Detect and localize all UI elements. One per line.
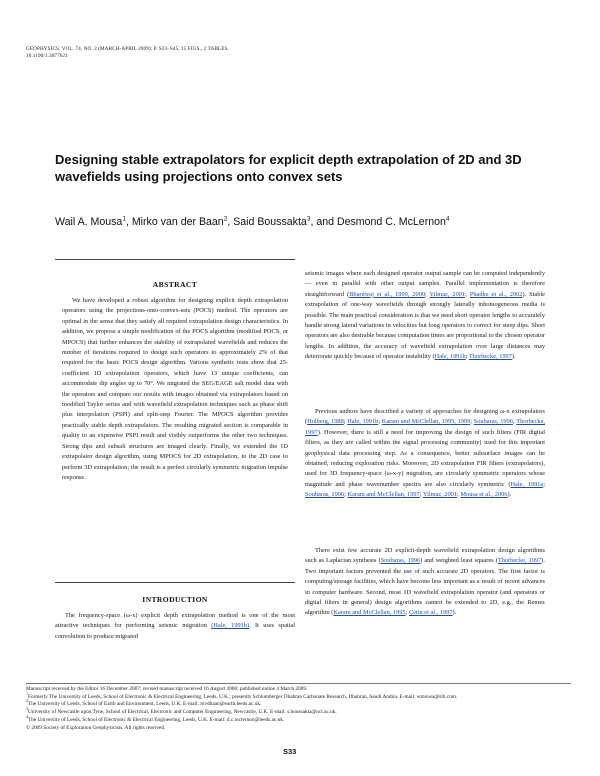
paper-title: Designing stable extrapolators for explicit depth extrapolation of 2D and 3D wavefields using projections onto convex sets — [55, 152, 522, 184]
citation-link[interactable]: Phadke et al., 2002 — [469, 290, 523, 298]
text-run: ; — [465, 353, 469, 361]
doi: 10.1190/1.3077621 — [26, 52, 68, 59]
right-column-paragraph-1 — [305, 269, 545, 363]
text-run: ; — [543, 480, 545, 488]
citation-link[interactable]: Çetin et al., 1997 — [408, 609, 453, 617]
citation-link[interactable]: Hale, 1991a — [510, 480, 544, 488]
footnote-rule — [26, 683, 571, 684]
text-run: ; — [470, 418, 474, 426]
author-separator: , — [125, 216, 132, 228]
citation-link[interactable]: Soubaras, 1996 — [473, 418, 513, 426]
author-name: Wail A. Mousa — [55, 216, 123, 228]
citation-link[interactable]: Thorbecke, 1997 — [305, 418, 545, 436]
affiliation-marker: 2 — [223, 215, 228, 223]
citation-link[interactable]: Holberg, 1988 — [307, 418, 344, 426]
author-separator: , — [227, 216, 234, 228]
citation-link[interactable]: Hale, 1991b — [347, 418, 379, 426]
text-run: ). However, there is still a need for improving the design of such filters (FIR digital filters, as they are called within the signal processing community) used for this important geophysical data processing step. As a consequence, better subsurface images can be obtained, reducing exploration risks. Moreover, 2D extrapolation FIR filters (extrapolators), used for 3D frequency-space (ω-x-y) migration, are circularly symmetric operators whose magnitude and phase wavenumber spectra are also circularly symmetric ( — [305, 428, 545, 488]
citation-link[interactable]: Soubaras, 1996 — [305, 491, 345, 499]
journal-citation: GEOPHYSICS, VOL. 74, NO. 2 (MARCH-APRIL 2009); P. S33–S45, 15 FIGS., 2 TABLES. — [26, 46, 229, 52]
abstract-bottom-rule — [55, 582, 295, 583]
footnote-text: The University of Leeds, School of Earth and Environment, Leeds, U.K. E-mail: mvdbaan@earth.leeds.ac.uk. — [28, 701, 262, 708]
footnote-marker: 2 — [26, 698, 28, 704]
affiliation-marker: 4 — [445, 215, 450, 223]
text-run: ). — [452, 609, 457, 617]
text-run: ; — [419, 491, 423, 499]
introduction-heading: INTRODUCTION — [142, 595, 208, 604]
citation-link[interactable]: (Hale, 1991b) — [211, 622, 250, 630]
citation-link[interactable]: Hale, 1991b — [434, 353, 466, 361]
author-name: Said Boussakta — [233, 216, 307, 228]
footnote-marker: 4 — [26, 714, 28, 720]
text-run: ). — [511, 353, 516, 361]
footnote-marker: 3 — [26, 706, 28, 712]
affiliation-marker: 3 — [306, 215, 311, 223]
text-run: ). Two important factors prevented the use of such accurate 2D operators. The first factor is computing/storage facilities, which have become less important as a result of recent advances in computer hardware. Second, most 1D wavefield extrapolation operator (and operators or digital filters in general) design algorithms cannot be extended to 2D, e.g., the Remez algorithm ( — [305, 557, 545, 617]
text-run: ). — [507, 491, 512, 499]
citation-link[interactable]: Yilmaz, 2001 — [429, 290, 466, 298]
footnote-text: The University of Leeds, School of Electronic & Electrical Engineering, Leeds, U.K. E-mail: d.c.mclernon@leeds.ac.uk. — [28, 716, 285, 723]
text-run: ; — [344, 491, 348, 499]
received-note: Manuscript received by the Editor 16 December 2007; revised manuscript received 16 August 2008; published online 4 March 2009. — [26, 686, 308, 692]
abstract-top-rule — [55, 259, 295, 260]
introduction-paragraph — [55, 611, 295, 642]
copyright-note: © 2009 Society of Exploration Geophysicists. All rights reserved. — [26, 724, 166, 731]
intro-text-run: The frequency-space (ω-x) explicit depth extrapolation method is one of the most attractive techniques for performing seismic migration — [55, 612, 295, 630]
author-name: Mirko van der Baan — [131, 216, 224, 228]
text-run: ; — [425, 290, 430, 298]
text-run: ). Stable extrapolation of one-way wavefields through strongly laterally inhomogeneous media is possible. The main practical consideration is that we need short operator lengths to accurately handle strong lateral variations in velocities but long operators to correct for steep dips. Short operators are also desirable because computation times are proportional to the chosen operator lengths. In addition, the accuracy of wavefield extrapolation over large distances may deteriorate quickly because of operator instability ( — [305, 290, 545, 361]
text-run: seismic images where each designed operator output sample can be computed independently — even in parallel with other output samples. Parallel implementation is therefore straightforward ( — [305, 270, 545, 298]
affiliation-marker: 1 — [122, 215, 126, 223]
affiliation-note-4 — [26, 714, 571, 725]
text-run: ; — [343, 418, 348, 426]
citation-link[interactable]: Yilmaz, 2001 — [422, 491, 458, 499]
right-column-paragraph-3 — [305, 546, 545, 619]
author-separator: , and — [310, 216, 337, 228]
citation-link[interactable]: Bhardwaj et al., 1999, 2000 — [349, 290, 426, 298]
intro-text-run: . It uses spatial convolution to produce migrated — [55, 622, 295, 640]
text-run: ; — [512, 418, 517, 426]
footnote-marker: 1 — [26, 690, 28, 696]
text-run: ; — [457, 491, 461, 499]
footnotes — [26, 686, 571, 732]
right-column-paragraph-2 — [305, 407, 545, 501]
journal-header — [26, 46, 326, 59]
abstract-heading: ABSTRACT — [152, 280, 198, 289]
text-run: There exist few accurate 2D explicit-depth wavefield extrapolation design algorithms such as Laplacian synthesis ( — [305, 547, 545, 565]
citation-link[interactable]: Karam and McClellan, 1997 — [347, 491, 420, 499]
abstract-text: We have developed a robust algorithm for designing explicit depth extrapolation operators using the projections-onto-convex-sets (POCS) method. The operators are optimal in the sense that they satisfy all required extrapolation design characteristics. In addition, we propose a simple modification of the POCS algorithm (modified POCS, or MPOCS) that further enhances the stability of extrapolated wavefields and reduces the number of iterations required to design such operators to approximately 2% of that required for the basic POCS design algorithm. Various synthetic tests show that 25-coefficient 1D extrapolation operators, which have 13 unique coefficients, can accommodate dip angles up to 70°. We migrated the SEG/EAGE salt model data with the operators and compare our results with images obtained via extrapolators based on modified Taylor series and with wavefield extrapolation techniques such as phase shift plus interpolation (PSPI) and split-step Fourier. The MPOCS algorithm provides practically stable depth extrapolators. The resulting migrated section is comparable in quality to an expensive PSPI result and visibly outperforms the other two techniques. Strong dips and subsalt structures are imaged clearly. Finally, we extended the 1D extrapolator design algorithm, using MPOCS for 2D extrapolation, to the 2D case to perform 3D extrapolation; the result is a perfect circularly symmetric migration impulse response. — [62, 297, 288, 481]
author-list — [55, 216, 575, 229]
citation-link[interactable]: Thorbecke, 1997 — [468, 353, 512, 361]
author-name: Desmond C. McLernon — [336, 216, 446, 228]
citation-link[interactable]: Karam and McClellan, 1995, 1999 — [381, 418, 471, 426]
citation-link[interactable]: Mousa et al., 2006 — [460, 491, 508, 499]
citation-link[interactable]: Karam and McClellan, 1995 — [333, 609, 406, 617]
text-run: Previous authors have described a variety of approaches for designing ω-x extrapolators ( — [305, 408, 545, 426]
text-run: ; — [465, 290, 470, 298]
text-run: ; — [378, 418, 382, 426]
text-run: ; — [405, 609, 409, 617]
page-number: S33 — [283, 747, 297, 756]
citation-link[interactable]: Soubaras, 1996 — [380, 557, 421, 565]
footnote-text: University of Newcastle upon Tyne, School of Electrical, Electronic and Computer Engineering, Newcastle, U.K. E-mail: s.boussakta@ncl.ac.uk. — [28, 709, 337, 716]
affiliation-note-2 — [26, 698, 571, 712]
footnote-text: Formerly The University of Leeds, School of Electronic & Electrical Engineering, Leeds, U.K.; presently Schlumberger Dhahran Carbonate Research, Dhahran, Saudi Arabia. E-mail: wmousa@slb.com. — [28, 693, 458, 700]
citation-link[interactable]: Thorbecke, 1997 — [497, 557, 542, 565]
text-run: ) and weighted least squares ( — [420, 557, 498, 565]
